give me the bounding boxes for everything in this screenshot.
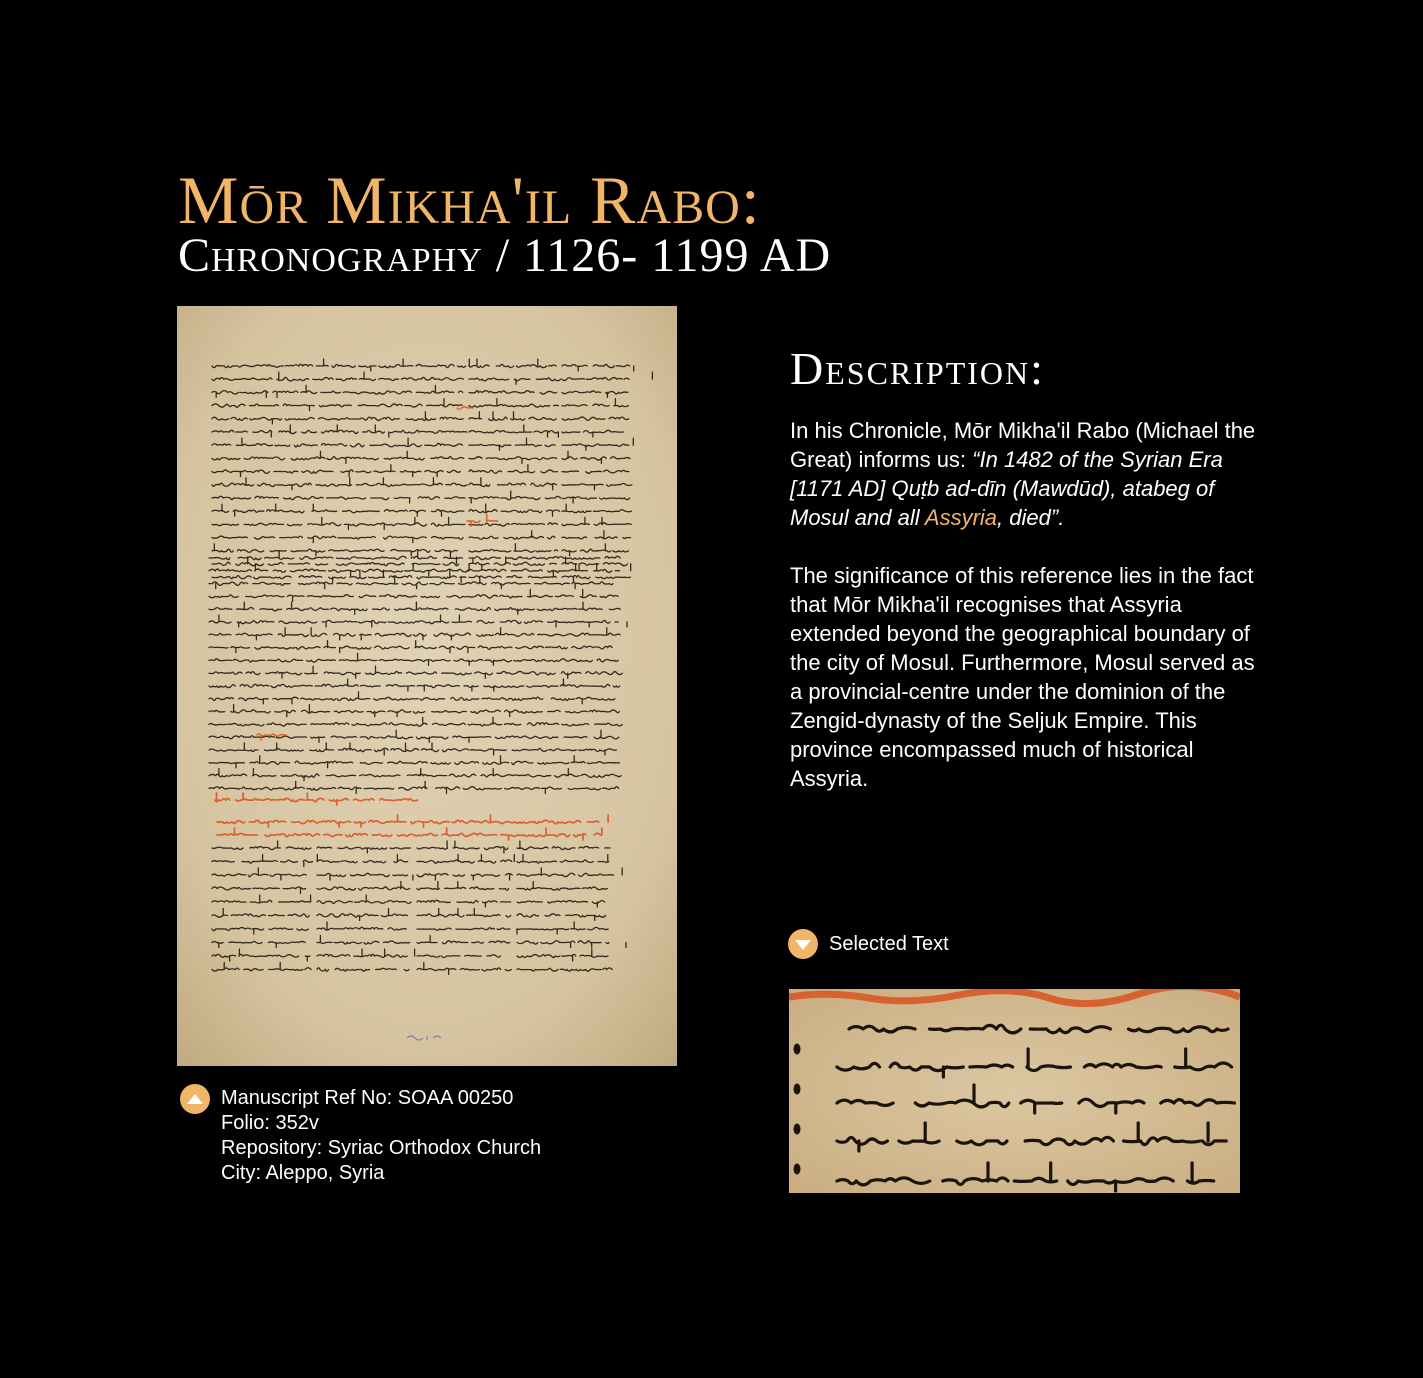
description-paragraph-2: The significance of this reference lies in the fact that Mōr Mikha'il recognises that Assyria extended beyond the geographical boundary of the city of Mosul. Furthermore, Mosul served as a provincial-centre under the dominion of the Zengid-dynasty of the Seljuk Empire. This province encompassed much of historical Assyria. <box>790 563 1255 791</box>
description-text <box>790 416 1265 793</box>
manuscript-image[interactable] <box>177 306 677 1066</box>
description-heading: Description: <box>790 343 1045 394</box>
description-paragraph-1 <box>790 416 1265 532</box>
chevron-down-icon[interactable] <box>788 929 818 959</box>
manuscript-folio: Folio: 352v <box>221 1112 319 1134</box>
description-intro: In his Chronicle, Mōr Mikha'il Rabo (Michael the Great) informs us: <box>790 418 1256 472</box>
manuscript-ref-no: Manuscript Ref No: SOAA 00250 <box>221 1087 514 1109</box>
description-quote-part-a: “In 1482 of the Syrian Era [1171 AD] Quṭb ad-dīn (Mawdūd), atabeg of Mosul and all <box>790 447 1223 530</box>
manuscript-city: City: Aleppo, Syria <box>221 1162 385 1184</box>
chevron-up-icon[interactable] <box>180 1084 210 1114</box>
selected-text-label: Selected Text <box>829 933 949 955</box>
selected-text-image[interactable] <box>789 989 1240 1193</box>
page-title: Mōr Mikha'il Rabo: <box>178 162 761 238</box>
page-subtitle: Chronography / 1126- 1199 AD <box>178 229 832 282</box>
manuscript-repository: Repository: Syriac Orthodox Church <box>221 1137 542 1159</box>
assyria-link[interactable]: Assyria <box>924 505 998 530</box>
description-quote-part-b: , died”. <box>997 505 1065 530</box>
